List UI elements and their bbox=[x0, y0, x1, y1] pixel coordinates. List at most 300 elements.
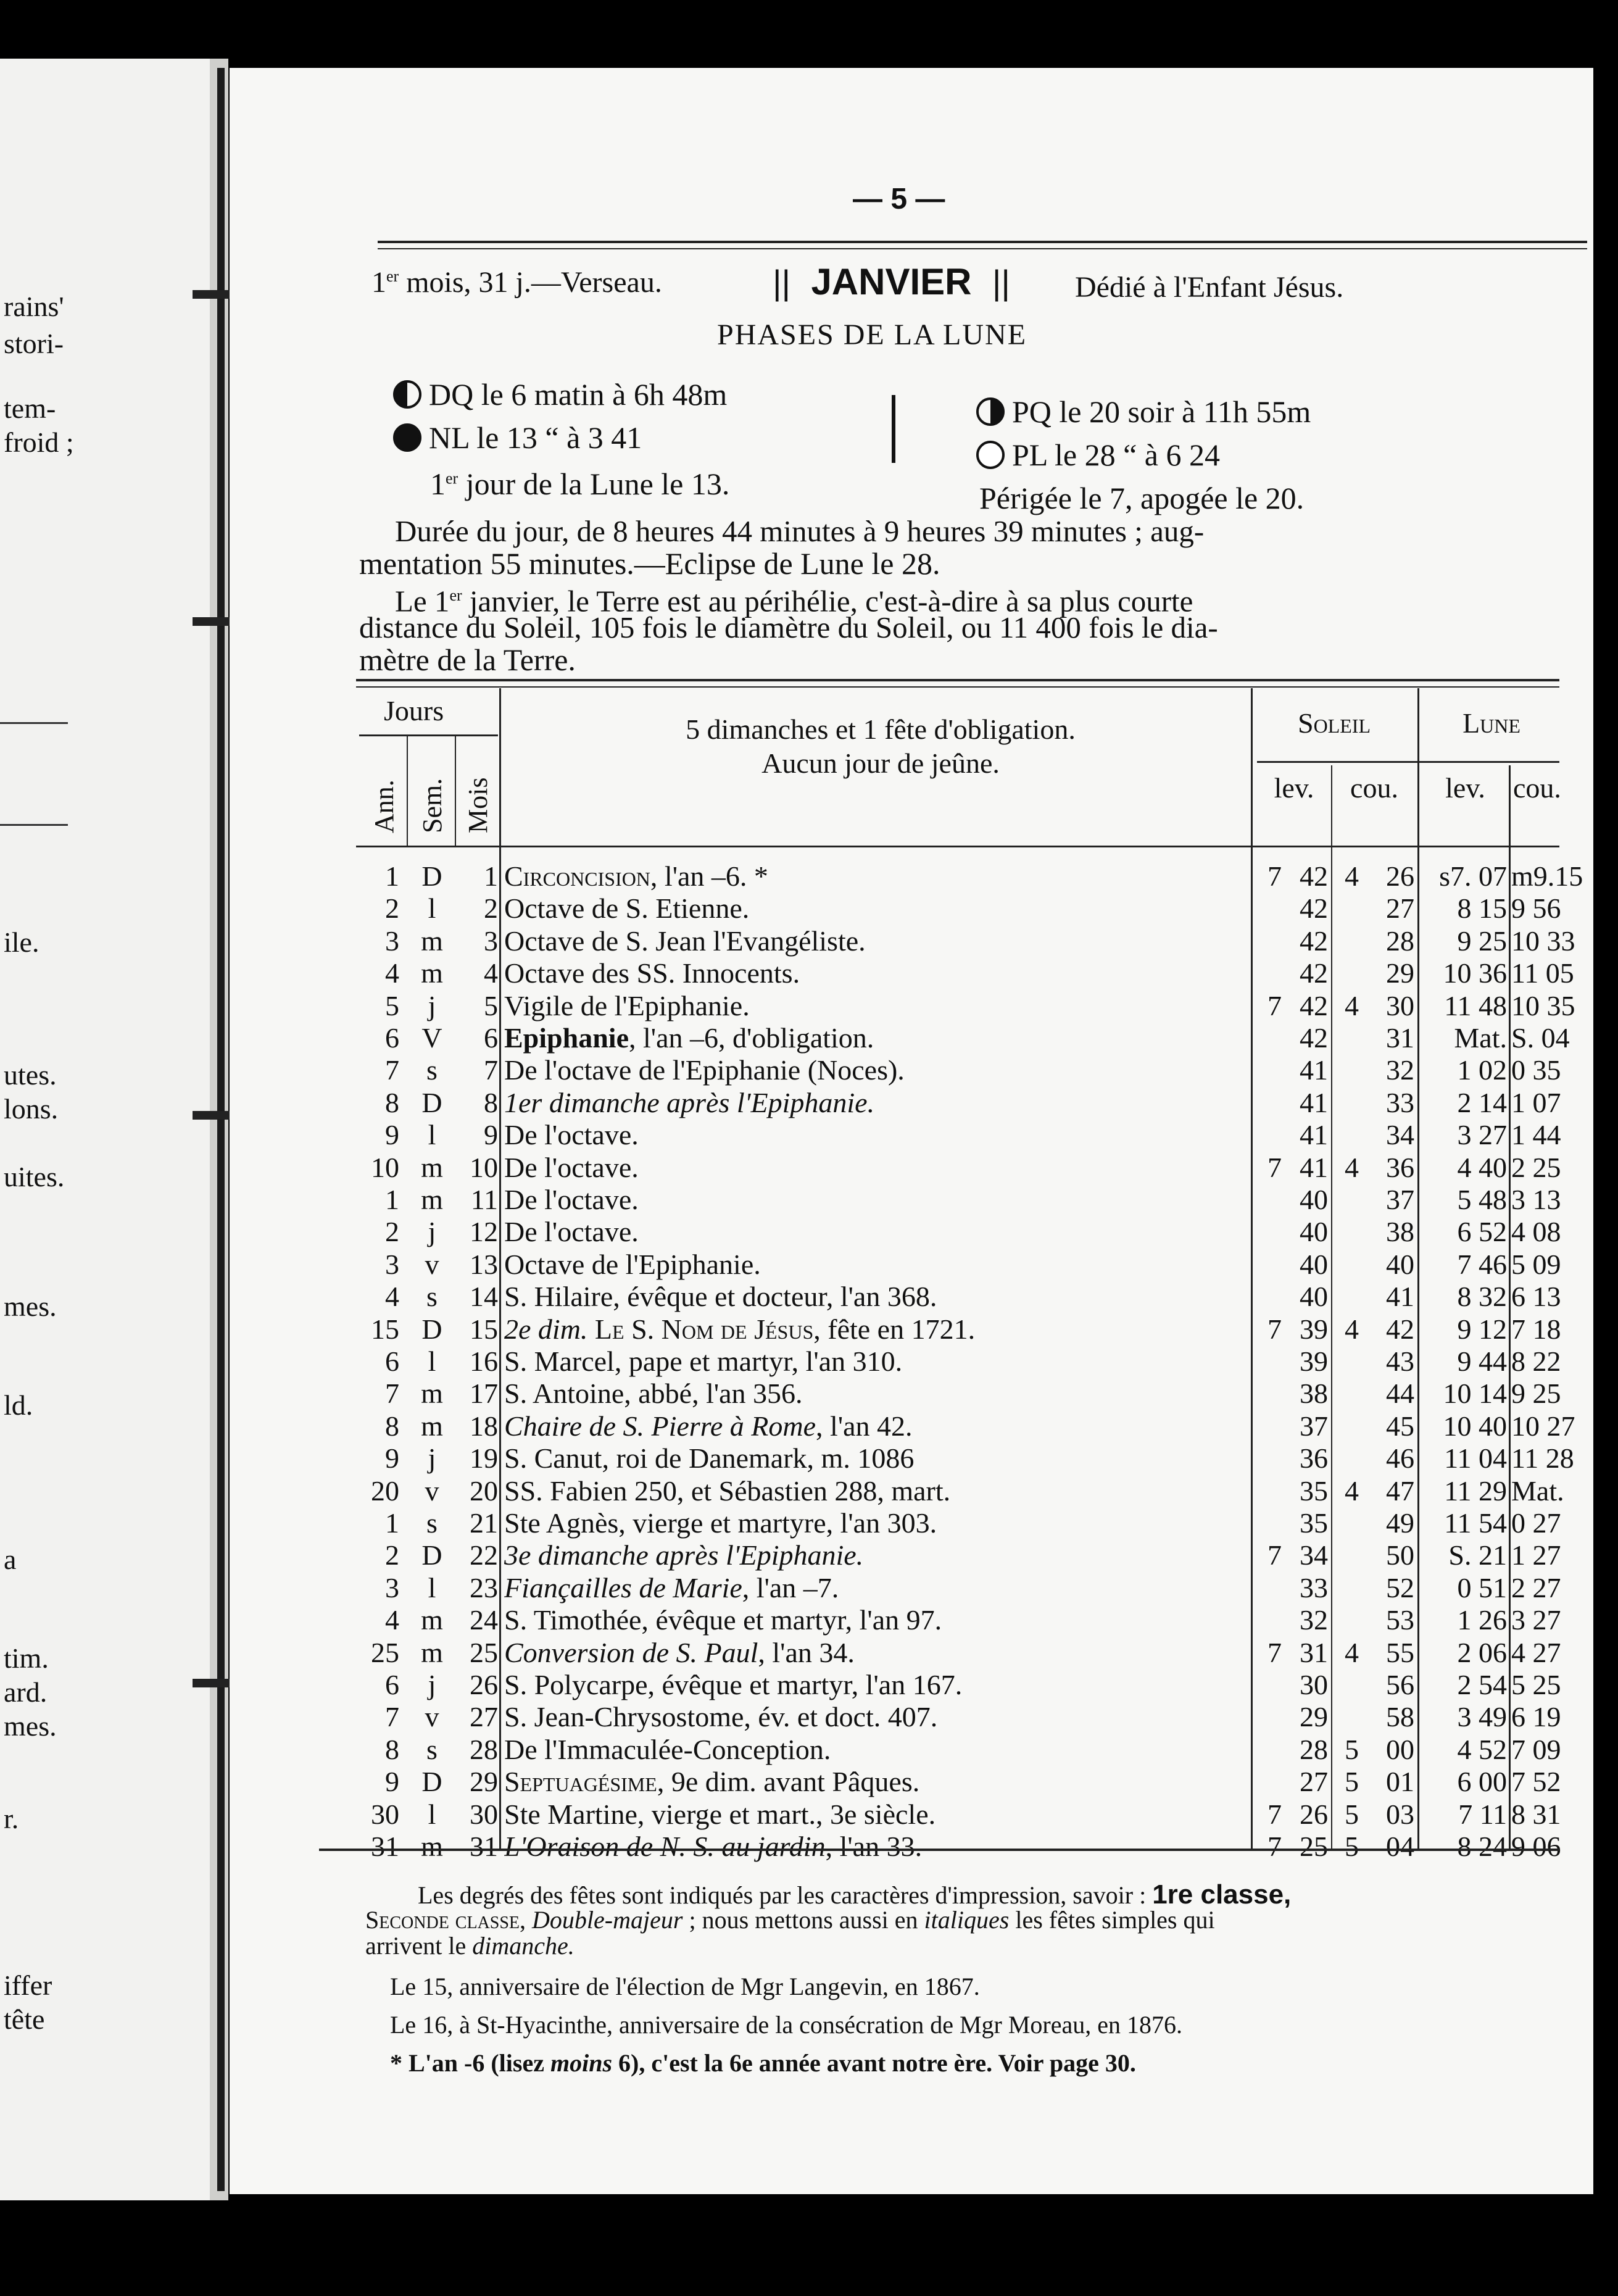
cell-sem: j bbox=[428, 1216, 436, 1248]
cell-ll: 2 06 bbox=[1457, 1636, 1507, 1668]
feast-text: , l'an 34. bbox=[758, 1636, 855, 1668]
cell-sm: 41 bbox=[1300, 1151, 1328, 1183]
feast-text: , l'an 33. bbox=[825, 1831, 923, 1862]
cell-ll: 10 14 bbox=[1443, 1378, 1507, 1410]
cell-mois: 21 bbox=[470, 1507, 498, 1539]
cell-ann: 6 bbox=[385, 1022, 399, 1054]
footnote-line-1: Les degrés des fêtes sont indiqués par les caractères d'impression, savoir : 1re classe, bbox=[418, 1879, 1292, 1910]
cell-ann: 1 bbox=[385, 1184, 399, 1215]
cell-lc: 10 35 bbox=[1511, 989, 1575, 1021]
feast-description bbox=[504, 1248, 1248, 1281]
cell-sem: m bbox=[421, 1831, 443, 1862]
cell-sem: D bbox=[421, 1313, 442, 1345]
feast-description bbox=[504, 1636, 1248, 1669]
first-quarter-moon-icon bbox=[976, 397, 1005, 426]
sun-rise-header: lev. bbox=[1274, 772, 1314, 804]
facing-page-fragment: tim. bbox=[4, 1642, 49, 1674]
cell-cm: 32 bbox=[1386, 1054, 1414, 1086]
cell-ch: 5 bbox=[1345, 1733, 1359, 1765]
cell-mois: 17 bbox=[470, 1378, 498, 1410]
table-row bbox=[356, 1345, 1559, 1377]
cell-mois: 18 bbox=[470, 1410, 498, 1442]
cell-sem: s bbox=[426, 1733, 438, 1765]
table-row bbox=[356, 1571, 1559, 1603]
cell-cm: 00 bbox=[1386, 1733, 1414, 1765]
soleil-header: Soleil bbox=[1298, 707, 1371, 739]
cell-mois: 3 bbox=[484, 925, 498, 957]
cell-lc: 9 56 bbox=[1511, 892, 1561, 925]
cell-ann: 1 bbox=[385, 860, 399, 892]
cell-mois: 12 bbox=[470, 1216, 498, 1248]
cell-ann: 10 bbox=[371, 1151, 399, 1183]
phase-pl: PL le 28 “ à 6 24 bbox=[976, 437, 1220, 473]
cell-lc: 2 25 bbox=[1511, 1151, 1561, 1183]
feast-description bbox=[504, 1571, 1248, 1604]
cell-mois: 31 bbox=[470, 1831, 498, 1862]
table-row bbox=[356, 1151, 1559, 1183]
table-row bbox=[356, 1248, 1559, 1280]
feast-text: S. Canut, roi de Danemark, m. 1086 bbox=[504, 1442, 915, 1475]
cell-mois: 4 bbox=[484, 957, 498, 989]
footnote-line-5: Le 16, à St-Hyacinthe, anniversaire de la consécration de Mgr Moreau, en 1876. bbox=[390, 2011, 1182, 2039]
cell-cm: 42 bbox=[1386, 1313, 1414, 1345]
feast-text: Ste Martine, vierge et mart., 3e siècle. bbox=[504, 1798, 936, 1830]
cell-lc: 10 33 bbox=[1511, 925, 1575, 957]
header-rule bbox=[378, 241, 1587, 243]
feast-text: Septuagésime bbox=[504, 1766, 657, 1798]
cell-sem: v bbox=[425, 1248, 439, 1280]
table-row bbox=[356, 1215, 1559, 1247]
cell-ll: 7 11 bbox=[1458, 1798, 1507, 1830]
cell-lc: 6 13 bbox=[1511, 1281, 1561, 1313]
feast-text: S. Timothée, évêque et martyr, l'an 97. bbox=[504, 1604, 942, 1636]
cell-ll: 4 52 bbox=[1457, 1733, 1507, 1765]
feast-description bbox=[504, 1280, 1248, 1313]
feast-description bbox=[504, 1765, 1248, 1798]
cell-lc: 5 25 bbox=[1511, 1669, 1561, 1700]
page-number: — 5 — bbox=[853, 183, 945, 215]
cell-ll: 8 15 bbox=[1457, 892, 1507, 925]
cell-sm: 26 bbox=[1300, 1798, 1328, 1830]
feast-description bbox=[504, 1700, 1248, 1733]
cell-cm: 43 bbox=[1386, 1346, 1414, 1377]
cell-cm: 34 bbox=[1386, 1119, 1414, 1151]
cell-lc: 3 27 bbox=[1511, 1604, 1561, 1636]
facing-page-fragment: uites. bbox=[4, 1161, 65, 1192]
cell-sm: 30 bbox=[1300, 1669, 1328, 1700]
cell-mois: 13 bbox=[470, 1248, 498, 1280]
feast-description bbox=[504, 1215, 1248, 1248]
sem-header: Sem. bbox=[417, 778, 447, 833]
cell-cm: 49 bbox=[1386, 1507, 1414, 1539]
cell-cm: 33 bbox=[1386, 1086, 1414, 1118]
full-moon-icon bbox=[976, 441, 1005, 469]
feast-text: Circoncision bbox=[504, 860, 650, 892]
feast-text: De l'octave. bbox=[504, 1151, 639, 1183]
table-row bbox=[356, 1798, 1559, 1830]
cell-lc: 1 07 bbox=[1511, 1086, 1561, 1118]
cell-sem: m bbox=[421, 1636, 443, 1668]
perihelion-line-3: mètre de la Terre. bbox=[359, 643, 576, 677]
facing-page-fragment: ard. bbox=[4, 1676, 48, 1708]
cell-mois: 1 bbox=[484, 860, 498, 892]
cell-cm: 26 bbox=[1386, 860, 1414, 892]
cell-mois: 19 bbox=[470, 1442, 498, 1475]
cell-sm: 35 bbox=[1300, 1475, 1328, 1507]
cell-mois: 26 bbox=[470, 1669, 498, 1700]
cell-ll: S. 21 bbox=[1448, 1539, 1507, 1571]
feast-text: , 9e dim. avant Pâques. bbox=[657, 1766, 920, 1798]
cell-ann: 9 bbox=[385, 1442, 399, 1475]
cell-ch: 4 bbox=[1345, 860, 1359, 892]
cell-ll: 7 46 bbox=[1457, 1248, 1507, 1280]
day-length-line-2: mentation 55 minutes.—Eclipse de Lune le 28. bbox=[359, 546, 940, 581]
cell-cm: 03 bbox=[1386, 1798, 1414, 1830]
feast-description bbox=[504, 1539, 1248, 1571]
cell-sem: V bbox=[421, 1022, 442, 1054]
facing-page-fragment: rains' bbox=[4, 291, 64, 322]
month-title: || JANVIER || bbox=[773, 261, 1010, 302]
cell-cm: 30 bbox=[1386, 989, 1414, 1021]
table-bottom-rule bbox=[319, 1849, 1559, 1851]
cell-mois: 25 bbox=[470, 1636, 498, 1668]
cell-ch: 5 bbox=[1345, 1798, 1359, 1830]
feast-text: Ste Agnès, vierge et martyre, l'an 303. bbox=[504, 1507, 937, 1539]
cell-sm: 25 bbox=[1300, 1831, 1328, 1862]
table-row bbox=[356, 957, 1574, 989]
feast-description bbox=[504, 1668, 1248, 1701]
feast-text: Octave des SS. Innocents. bbox=[504, 957, 800, 989]
ann-header: Ann. bbox=[369, 780, 399, 833]
cell-lc: m9.15 bbox=[1511, 860, 1583, 892]
first-moon-day: 1er jour de la Lune le 13. bbox=[430, 467, 730, 501]
feast-text: Le S. Nom de Jésus bbox=[594, 1313, 814, 1345]
cell-ll: Mat. bbox=[1454, 1022, 1507, 1054]
cell-cm: 04 bbox=[1386, 1831, 1414, 1862]
feast-text: Octave de S. Etienne. bbox=[504, 892, 750, 925]
feast-description bbox=[504, 1054, 1248, 1086]
cell-cm: 37 bbox=[1386, 1184, 1414, 1215]
cell-ann: 8 bbox=[385, 1410, 399, 1442]
cell-ll: 11 29 bbox=[1444, 1475, 1507, 1507]
facing-page-fragment: mes. bbox=[4, 1291, 57, 1322]
cell-cm: 55 bbox=[1386, 1636, 1414, 1668]
cell-ll: 4 40 bbox=[1457, 1151, 1507, 1183]
perihelion-line-1: Le 1er janvier, le Terre est au périhélie, c'est-à-dire à sa plus courte bbox=[395, 584, 1193, 618]
cell-lc: 7 18 bbox=[1511, 1313, 1561, 1345]
cell-ll: 1 26 bbox=[1457, 1604, 1507, 1636]
cell-ann: 7 bbox=[385, 1378, 399, 1410]
cell-cm: 36 bbox=[1386, 1151, 1414, 1183]
feast-description bbox=[504, 957, 1248, 989]
cell-sm: 29 bbox=[1300, 1701, 1328, 1733]
cell-ann: 20 bbox=[371, 1475, 399, 1507]
almanac-page bbox=[230, 68, 1593, 2194]
feast-description bbox=[504, 1798, 1248, 1831]
cell-ann: 3 bbox=[385, 1571, 399, 1603]
cell-lc: 1 44 bbox=[1511, 1119, 1561, 1151]
cell-sh: 7 bbox=[1267, 1539, 1282, 1571]
cell-lc: 9 25 bbox=[1511, 1378, 1561, 1410]
cell-ch: 5 bbox=[1345, 1766, 1359, 1798]
feast-text: Conversion de S. Paul bbox=[504, 1636, 758, 1668]
cell-ch: 4 bbox=[1345, 1475, 1359, 1507]
feast-text: 2e dim. bbox=[504, 1313, 595, 1345]
feast-text: , l'an –6, d'obligation. bbox=[629, 1022, 874, 1054]
cell-sh: 7 bbox=[1267, 1798, 1282, 1830]
cell-lc: 3 13 bbox=[1511, 1184, 1561, 1215]
feast-text: Epiphanie bbox=[504, 1022, 629, 1054]
feast-description bbox=[504, 1377, 1248, 1410]
cell-lc: 5 09 bbox=[1511, 1248, 1561, 1280]
binding-spine bbox=[217, 68, 225, 2191]
feast-text: , fête en 1721. bbox=[813, 1313, 976, 1345]
cell-sm: 41 bbox=[1300, 1119, 1328, 1151]
cell-mois: 2 bbox=[484, 892, 498, 925]
cell-sh: 7 bbox=[1267, 860, 1282, 892]
cell-sm: 28 bbox=[1300, 1733, 1328, 1765]
cell-mois: 20 bbox=[470, 1475, 498, 1507]
cell-sem: D bbox=[421, 1539, 442, 1571]
cell-sem: j bbox=[428, 989, 436, 1021]
col-divider bbox=[455, 736, 456, 847]
cell-sem: m bbox=[421, 957, 443, 989]
cell-sm: 37 bbox=[1300, 1410, 1328, 1442]
cell-ll: 2 54 bbox=[1457, 1669, 1507, 1700]
feast-description bbox=[504, 860, 1248, 892]
cell-sm: 42 bbox=[1300, 892, 1328, 925]
feast-description bbox=[504, 1410, 1248, 1442]
cell-ann: 8 bbox=[385, 1733, 399, 1765]
feast-text: SS. Fabien 250, et Sébastien 288, mart. bbox=[504, 1475, 951, 1507]
cell-mois: 10 bbox=[470, 1151, 498, 1183]
cell-sm: 42 bbox=[1300, 860, 1328, 892]
feast-description bbox=[504, 1183, 1248, 1216]
description-header-2: Aucun jour de jeûne. bbox=[761, 747, 1000, 779]
feast-text: S. Hilaire, évêque et docteur, l'an 368. bbox=[504, 1281, 937, 1313]
cell-mois: 30 bbox=[470, 1798, 498, 1830]
cell-sem: m bbox=[421, 1378, 443, 1410]
table-row bbox=[356, 1054, 1559, 1086]
table-row bbox=[356, 1442, 1574, 1475]
header-rule bbox=[359, 734, 498, 736]
cell-ann: 2 bbox=[385, 892, 399, 925]
cell-ll: 0 51 bbox=[1457, 1571, 1507, 1603]
jours-header: Jours bbox=[384, 695, 444, 726]
cell-cm: 38 bbox=[1386, 1216, 1414, 1248]
feast-text: Octave de S. Jean l'Evangéliste. bbox=[504, 925, 866, 957]
cell-ann: 25 bbox=[371, 1636, 399, 1668]
facing-page-fragment: utes. bbox=[4, 1059, 57, 1091]
feast-description bbox=[504, 1603, 1248, 1636]
feast-text: Vigile de l'Epiphanie. bbox=[504, 989, 750, 1021]
cell-sem: m bbox=[421, 1184, 443, 1215]
description-header-1: 5 dimanches et 1 fête d'obligation. bbox=[686, 713, 1076, 745]
cell-sm: 36 bbox=[1300, 1442, 1328, 1475]
cell-sm: 39 bbox=[1300, 1313, 1328, 1345]
cell-cm: 56 bbox=[1386, 1669, 1414, 1700]
cell-sh: 7 bbox=[1267, 1151, 1282, 1183]
month-dedication: Dédié à l'Enfant Jésus. bbox=[1075, 271, 1344, 304]
table-row bbox=[356, 860, 1583, 892]
cell-mois: 23 bbox=[470, 1571, 498, 1603]
cell-lc: 1 27 bbox=[1511, 1539, 1561, 1571]
cell-cm: 27 bbox=[1386, 892, 1414, 925]
month-info: 1er mois, 31 j.—Verseau. bbox=[371, 266, 662, 299]
table-row bbox=[356, 1507, 1559, 1539]
cell-sm: 34 bbox=[1300, 1539, 1328, 1571]
moon-set-header: cou. bbox=[1513, 772, 1561, 804]
phase-nl: NL le 13 “ à 3 41 bbox=[393, 420, 642, 455]
day-length-line-1: Durée du jour, de 8 heures 44 minutes à 9 heures 39 minutes ; aug- bbox=[395, 514, 1205, 548]
cell-ann: 7 bbox=[385, 1054, 399, 1086]
cell-sh: 7 bbox=[1267, 1831, 1282, 1862]
cell-sem: m bbox=[421, 1410, 443, 1442]
feast-text: , l'an 42. bbox=[816, 1410, 913, 1442]
cell-sm: 42 bbox=[1300, 989, 1328, 1021]
cell-lc: Mat. bbox=[1511, 1475, 1564, 1507]
cell-ch: 4 bbox=[1345, 1636, 1359, 1668]
cell-mois: 14 bbox=[470, 1281, 498, 1313]
cell-ll: 8 24 bbox=[1457, 1831, 1507, 1862]
cell-sem: m bbox=[421, 1604, 443, 1636]
cell-sm: 40 bbox=[1300, 1281, 1328, 1313]
cell-mois: 16 bbox=[470, 1346, 498, 1377]
facing-page-fragment: ld. bbox=[4, 1389, 33, 1421]
cell-sm: 31 bbox=[1300, 1636, 1328, 1668]
cell-cm: 58 bbox=[1386, 1701, 1414, 1733]
cell-cm: 45 bbox=[1386, 1410, 1414, 1442]
cell-sm: 33 bbox=[1300, 1571, 1328, 1603]
cell-lc: 7 09 bbox=[1511, 1733, 1561, 1765]
feast-text: S. Antoine, abbé, l'an 356. bbox=[504, 1378, 803, 1410]
cell-ch: 4 bbox=[1345, 1151, 1359, 1183]
mois-header: Mois bbox=[463, 777, 493, 833]
cell-lc: 0 35 bbox=[1511, 1054, 1561, 1086]
cell-ann: 4 bbox=[385, 1281, 399, 1313]
cell-lc: 10 27 bbox=[1511, 1410, 1575, 1442]
feast-description bbox=[504, 1442, 1248, 1475]
cell-mois: 22 bbox=[470, 1539, 498, 1571]
cell-sm: 39 bbox=[1300, 1346, 1328, 1377]
cell-cm: 41 bbox=[1386, 1281, 1414, 1313]
cell-lc: 8 31 bbox=[1511, 1798, 1561, 1830]
cell-ll: 6 52 bbox=[1457, 1216, 1507, 1248]
phase-separator bbox=[892, 395, 895, 463]
footnote-line-2: Seconde classe, Double-majeur ; nous mettons aussi en italiques les fêtes simples qui bbox=[365, 1906, 1215, 1934]
cell-mois: 6 bbox=[484, 1022, 498, 1054]
cell-mois: 24 bbox=[470, 1604, 498, 1636]
footnote-line-6: * L'an -6 (lisez moins 6), c'est la 6e année avant notre ère. Voir page 30. bbox=[390, 2049, 1136, 2077]
cell-lc: 11 05 bbox=[1511, 957, 1574, 989]
cell-sm: 42 bbox=[1300, 925, 1328, 957]
cell-lc: 11 28 bbox=[1511, 1442, 1574, 1475]
header-rule bbox=[378, 248, 1587, 249]
feast-description bbox=[504, 1086, 1248, 1119]
cell-ch: 5 bbox=[1345, 1831, 1359, 1862]
cell-sem: v bbox=[425, 1475, 439, 1507]
cell-cm: 47 bbox=[1386, 1475, 1414, 1507]
cell-cm: 46 bbox=[1386, 1442, 1414, 1475]
cell-sem: l bbox=[428, 1798, 436, 1830]
cell-sem: s bbox=[426, 1054, 438, 1086]
feast-description bbox=[504, 989, 1248, 1022]
table-row bbox=[356, 1765, 1559, 1797]
cell-ann: 15 bbox=[371, 1313, 399, 1345]
table-row bbox=[356, 1475, 1564, 1507]
cell-ll: 11 04 bbox=[1444, 1442, 1507, 1475]
cell-sm: 42 bbox=[1300, 957, 1328, 989]
cell-ann: 5 bbox=[385, 989, 399, 1021]
table-row bbox=[356, 1668, 1559, 1700]
table-row bbox=[356, 1539, 1559, 1571]
feast-description bbox=[504, 1118, 1248, 1151]
feast-text: 3e dimanche après l'Epiphanie. bbox=[504, 1539, 864, 1571]
cell-sem: m bbox=[421, 925, 443, 957]
feast-description bbox=[504, 1830, 1248, 1863]
facing-page-fragment: tem- bbox=[4, 393, 56, 424]
cell-lc: 8 22 bbox=[1511, 1346, 1561, 1377]
cell-ann: 1 bbox=[385, 1507, 399, 1539]
facing-page-fragment: lons. bbox=[4, 1093, 59, 1125]
feast-text: De l'Immaculée-Conception. bbox=[504, 1733, 831, 1765]
cell-ann: 30 bbox=[371, 1798, 399, 1830]
cell-ann: 8 bbox=[385, 1086, 399, 1118]
cell-ll: 9 44 bbox=[1457, 1346, 1507, 1377]
facing-page-fragment: stori- bbox=[4, 328, 64, 359]
cell-ll: s7. 07 bbox=[1439, 860, 1507, 892]
cell-mois: 27 bbox=[470, 1701, 498, 1733]
cell-mois: 28 bbox=[470, 1733, 498, 1765]
table-row bbox=[356, 892, 1559, 924]
feast-text: L'Oraison de N. S. au jardin bbox=[504, 1831, 826, 1862]
cell-lc: S. 04 bbox=[1511, 1022, 1570, 1054]
cell-sem: m bbox=[421, 1151, 443, 1183]
cell-ll: 2 14 bbox=[1457, 1086, 1507, 1118]
cell-ll: 11 54 bbox=[1444, 1507, 1507, 1539]
facing-page-fragment: tête bbox=[4, 2003, 45, 2035]
feast-text: , l'an –7. bbox=[742, 1571, 839, 1603]
cell-lc: 0 27 bbox=[1511, 1507, 1561, 1539]
cell-ann: 2 bbox=[385, 1216, 399, 1248]
feast-description bbox=[504, 1345, 1248, 1378]
cell-cm: 29 bbox=[1386, 957, 1414, 989]
cell-ll: 9 25 bbox=[1457, 925, 1507, 957]
table-row bbox=[356, 1086, 1559, 1118]
feast-text: , l'an –6. * bbox=[650, 860, 768, 892]
feast-text: S. Jean-Chrysostome, év. et doct. 407. bbox=[504, 1701, 938, 1733]
calendar-table bbox=[356, 688, 1583, 1862]
feast-description bbox=[504, 1507, 1248, 1539]
cell-mois: 29 bbox=[470, 1766, 498, 1798]
cell-mois: 5 bbox=[484, 989, 498, 1021]
new-moon-icon bbox=[393, 423, 421, 452]
cell-sem: j bbox=[428, 1442, 436, 1475]
cell-sem: s bbox=[426, 1507, 438, 1539]
cell-ann: 4 bbox=[385, 1604, 399, 1636]
cell-mois: 9 bbox=[484, 1119, 498, 1151]
cell-sh: 7 bbox=[1267, 1636, 1282, 1668]
cell-mois: 11 bbox=[470, 1184, 498, 1215]
cell-ch: 4 bbox=[1345, 1313, 1359, 1345]
cell-sm: 42 bbox=[1300, 1022, 1328, 1054]
table-row bbox=[356, 1280, 1559, 1312]
feast-text: De l'octave. bbox=[504, 1119, 639, 1151]
cell-sem: l bbox=[428, 1119, 436, 1151]
feast-description bbox=[504, 1313, 1248, 1346]
cell-sm: 38 bbox=[1300, 1378, 1328, 1410]
cell-ann: 4 bbox=[385, 957, 399, 989]
